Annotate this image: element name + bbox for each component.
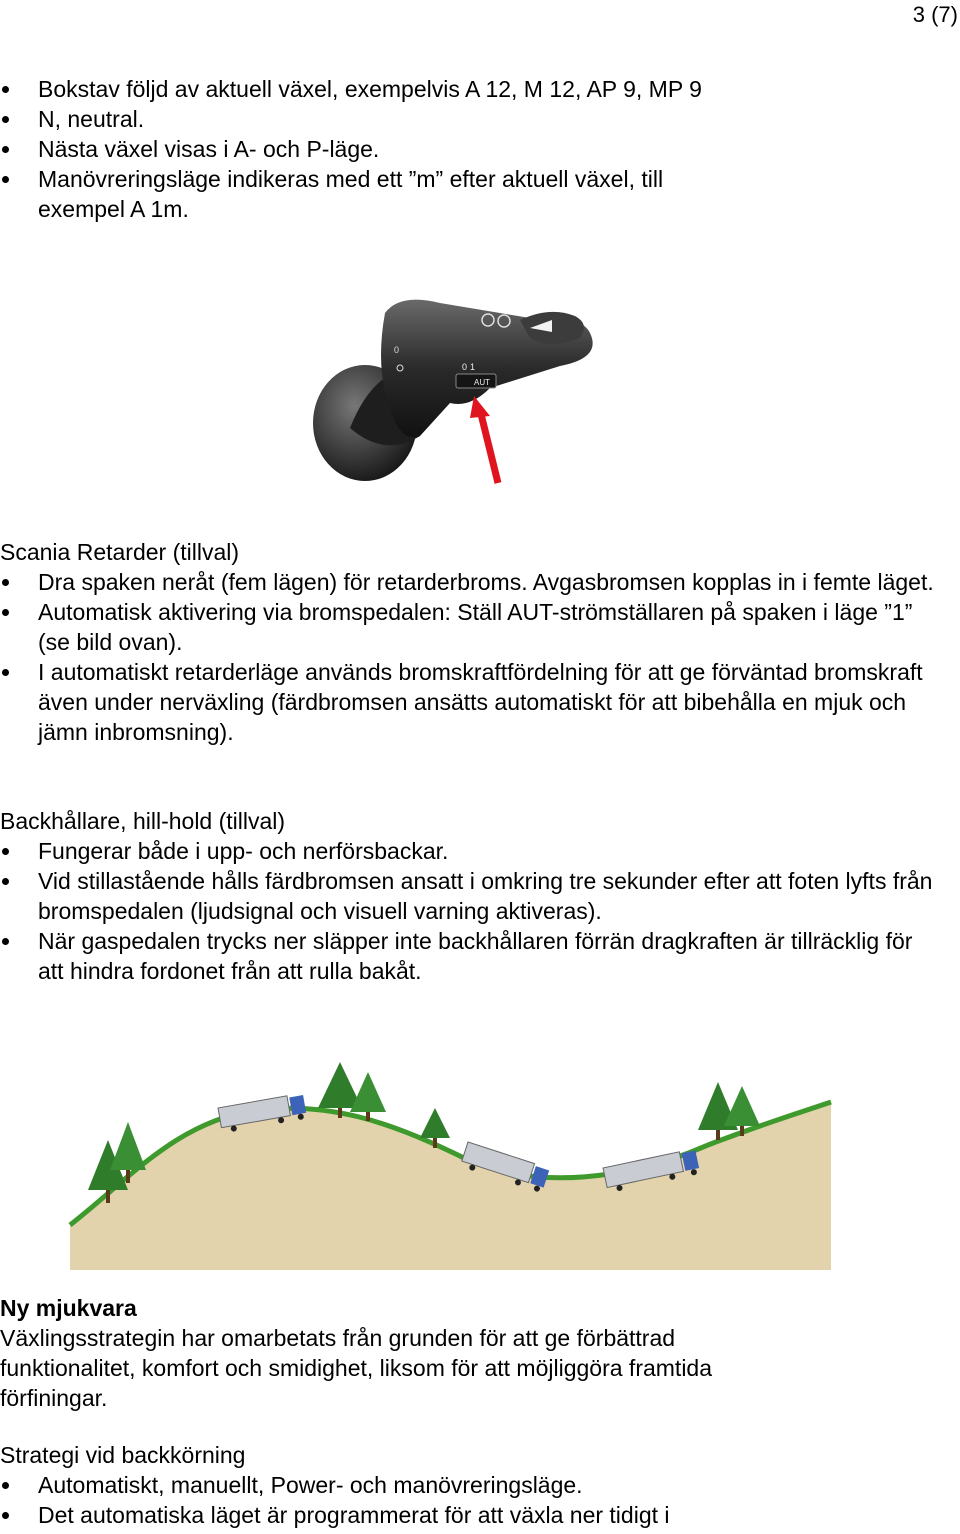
software-body: Växlingsstrategin har omarbetats från grunden för att ge förbättrad funktionalitet, komfort och smidighet, liksom för att möjliggöra framtida förfiningar. [0,1325,713,1411]
position-mark-0: 0 [394,345,400,355]
list-item: Det automatiska läget är programmerat för att växla ner tidigt i [0,1500,940,1530]
aut-switch-label: AUT [474,378,490,387]
software-section [0,1293,800,1413]
list-item: N, neutral. [0,104,940,134]
pointer-arrow-shaft [480,410,498,483]
retarder-section [0,537,940,747]
page-number: 3 (7) [912,2,958,27]
list-item: Manövreringsläge indikeras med ett ”m” efter aktuell växel, till exempel A 1m. [0,164,718,224]
list-item: Bokstav följd av aktuell växel, exempelvis A 12, M 12, AP 9, MP 9 [0,74,940,104]
intro-list [0,74,940,224]
list-item: När gaspedalen trycks ner släpper inte backhållaren förrän dragkraften är tillräcklig för att hindra fordonet från att rulla bakåt. [0,926,940,986]
hill-hold-section [0,806,940,986]
intro-section [0,74,940,224]
list-item: Automatisk aktivering via bromspedalen: Ställ AUT-strömställaren på spaken i läge ”1” (se bild ovan). [0,597,940,657]
list-item: Automatiskt, manuellt, Power- och manövreringsläge. [0,1470,940,1500]
hill-hold-list [0,836,940,986]
switch-label-0: 0 [462,362,468,372]
list-item: Fungerar både i upp- och nerförsbackar. [0,836,940,866]
hill-hold-heading: Backhållare, hill-hold (tillval) [0,808,286,834]
uphill-list [0,1470,940,1530]
list-item: I automatiskt retarderläge används bromskraftfördelning för att ge förväntad bromskraft även under nerväxling (färdbromsen ansätts automatiskt för att bibehålla en mjuk och jämn inbromsning). [0,657,940,747]
switch-label-1: 1 [470,362,476,372]
uphill-heading: Strategi vid backkörning [0,1442,246,1468]
software-heading: Ny mjukvara [0,1295,137,1321]
retarder-heading: Scania Retarder (tillval) [0,539,240,565]
list-item: Dra spaken neråt (fem lägen) för retarderbroms. Avgasbromsen kopplas in i femte läget. [0,567,940,597]
uphill-section [0,1440,940,1530]
list-item: Nästa växel visas i A- och P-läge. [0,134,940,164]
list-item: Vid stillastående hålls färdbromsen ansatt i omkring tre sekunder efter att foten lyfts från bromspedalen (ljudsignal och visuell varning aktiveras). [0,866,940,926]
retarder-list [0,567,940,747]
retarder-stalk-image [290,258,620,503]
hill-trucks-image [68,1060,833,1270]
